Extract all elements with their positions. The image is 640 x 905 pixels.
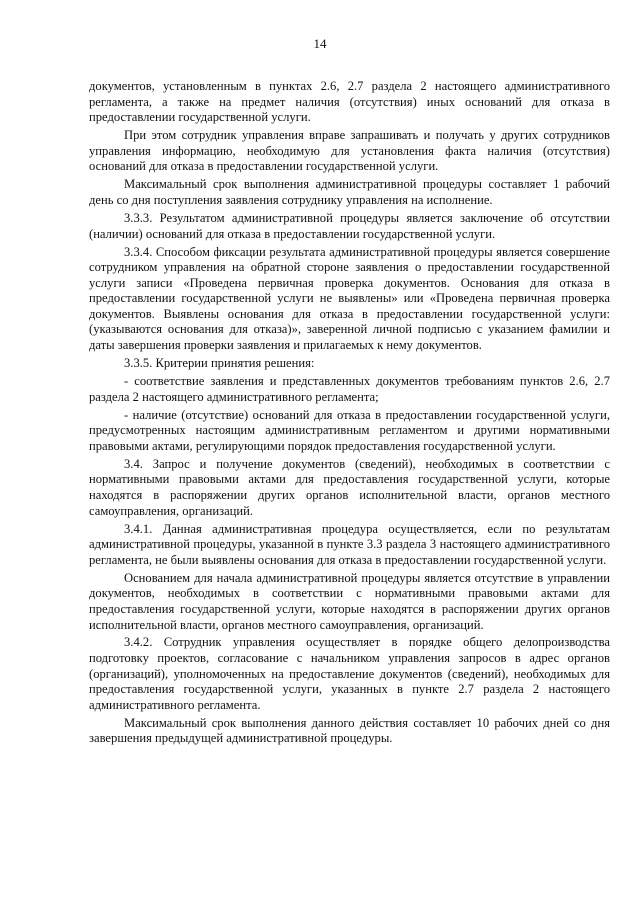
paragraph-p8: - наличие (отсутствие) оснований для отказа в предоставлении государственной услуги, предусмотренных настоящим административным регламентом и другими нормативными правовыми актами, регулирующими порядок предоставления государственной услуги. bbox=[89, 407, 610, 453]
paragraph-p12: 3.4.2. Сотрудник управления осуществляет в порядке общего делопроизводства подготовку проектов, согласование с начальником управления запросов в адрес органов (организаций), уполномоченных на предоставление документов (сведений), необходимых для предоставления государственной услуги, указанных в пункте 2.7 раздела 2 настоящего административного регламента. bbox=[89, 635, 610, 712]
paragraph-p9: 3.4. Запрос и получение документов (сведений), необходимых в соответствии с нормативными правовыми актами для предоставления государственной услуги, которые находятся в распоряжении других органов исполнительной власти, органов местного самоуправления, организаций. bbox=[89, 456, 610, 518]
paragraph-p1: документов, установленным в пунктах 2.6, 2.7 раздела 2 настоящего административного регламента, а также на предмет наличия (отсутствия) иных оснований для отказа в предоставлении государственной услуги. bbox=[89, 79, 610, 125]
page-number: 14 bbox=[313, 36, 327, 51]
paragraph-p11: Основанием для начала административной процедуры является отсутствие в управлении документов, необходимых в соответствии с нормативными правовыми актами для предоставления государственной услуги, которые находятся в распоряжении других органов исполнительной власти, органов местного самоуправления, организаций. bbox=[89, 570, 610, 632]
paragraph-p6: 3.3.5. Критерии принятия решения: bbox=[124, 356, 315, 371]
paragraph-p2: При этом сотрудник управления вправе запрашивать и получать у других сотрудников управления информацию, необходимую для установления факта наличия (отсутствия) оснований для отказа в предоставлении государственной услуги. bbox=[89, 128, 610, 174]
paragraph-p7: - соответствие заявления и представленных документов требованиям пунктов 2.6, 2.7 раздела 2 настоящего административного регламента; bbox=[89, 374, 610, 404]
paragraph-p5: 3.3.4. Способом фиксации результата административной процедуры является совершение сотрудником управления на обратной стороне заявления о предоставлении государственной услуги записи «Проведена первичная проверка документов. Основания для отказа в предоставлении государственной услуги не выявлены» или «Проведена первичная проверка документов. Выявлены основания для отказа в предоставлении государственной услуги: (указываются основания для отказа)», заверенной личной подписью с указанием фамилии и даты завершения проверки заявления и прилагаемых к нему документов. bbox=[89, 244, 610, 353]
paragraph-p13: Максимальный срок выполнения данного действия составляет 10 рабочих дней со дня завершения предыдущей административной процедуры. bbox=[89, 715, 610, 746]
paragraph-p3: Максимальный срок выполнения административной процедуры составляет 1 рабочий день со дня поступления заявления сотруднику управления на исполнение. bbox=[89, 177, 610, 207]
paragraph-p10: 3.4.1. Данная административная процедура осуществляется, если по результатам административной процедуры, указанной в пункте 3.3 раздела 3 настоящего административного регламента, не были выявлены основания для отказа в предоставлении государственной услуги. bbox=[89, 521, 610, 567]
paragraph-p4: 3.3.3. Результатом административной процедуры является заключение об отсутствии (наличии) оснований для отказа в предоставлении государственной услуги. bbox=[89, 210, 610, 241]
document-body bbox=[89, 79, 610, 749]
